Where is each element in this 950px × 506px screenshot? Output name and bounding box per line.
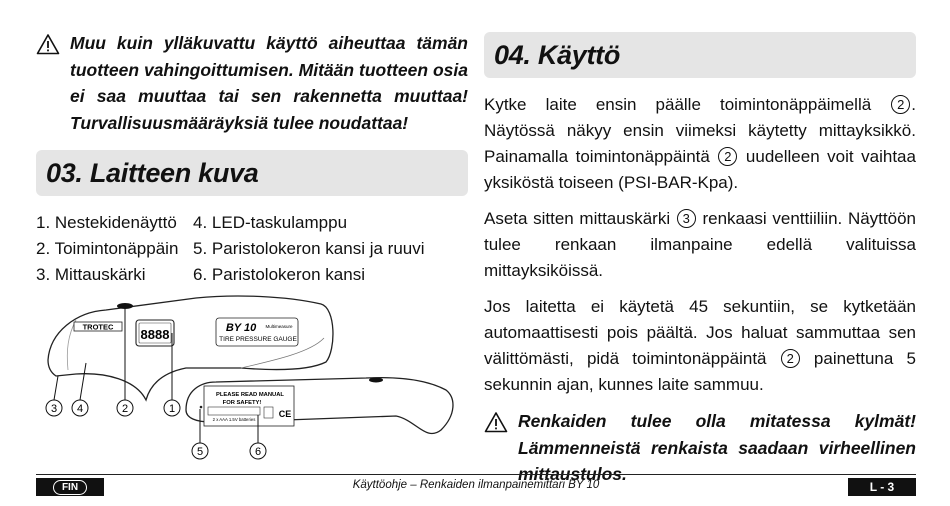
callout-ref: 2: [718, 147, 737, 166]
usage-paragraph-2: Aseta sitten mittauskärki 3 renkaasi venttiiliin. Näyttöön tulee renkaan ilmanpaine edellä valituissa mittayksiköissä.: [484, 209, 916, 280]
tire-warning-text: Renkaiden tulee olla mitatessa kylmät! Lämmenneistä renkaista saadaan virheellinen mittaustulos.: [518, 411, 916, 484]
battery-text: 2 x AAA 1.5V batteries: [212, 417, 256, 422]
model-tag: Multimeasure: [265, 324, 293, 329]
parts-list-item: 4. LED-taskulamppu: [193, 213, 348, 232]
page-footer: [36, 474, 916, 497]
lcd-digits: 8888: [140, 327, 170, 342]
section-heading-device: [36, 150, 468, 196]
callout-4: [72, 400, 88, 416]
svg-text:1: 1: [168, 403, 176, 415]
callout-ref: 2: [891, 95, 910, 114]
screw-icon: [200, 406, 203, 409]
section-heading-usage-text: 04. Käyttö: [494, 39, 621, 70]
language-code: FIN: [53, 480, 87, 495]
model-logo: BY 10: [225, 322, 257, 334]
right-column: [484, 32, 916, 488]
device-illustration: [36, 290, 476, 465]
label-safety: FOR SAFETY!: [222, 400, 262, 406]
parts-list-item: 3. Mittauskärki: [36, 265, 146, 284]
parts-list-item: 2. Toimintonäppäin: [36, 239, 179, 258]
parts-list-item: 5. Paristolokeron kansi ja ruuvi: [193, 239, 425, 258]
callout-3: [46, 400, 62, 416]
svg-text:2: 2: [121, 403, 129, 415]
brand-logo-text: TROTEC: [82, 322, 114, 332]
product-label: TIRE PRESSURE GAUGE: [219, 336, 297, 343]
warning-triangle-icon: [484, 411, 508, 433]
svg-text:5: 5: [196, 446, 204, 458]
callout-ref: 3: [677, 209, 696, 228]
callout-6: [250, 443, 266, 459]
warning-triangle-icon: [36, 33, 60, 55]
usage-paragraph-1: Kytke laite ensin päälle toimintonäppäimellä 2 . Näytössä näkyy ensin viimeksi käytetty mittayksikkö. Painamalla toimintonäppäintä 2 uudelleen voit vaihtaa yksiköstä toiseen (PSI-BAR-Kpa).: [484, 95, 916, 192]
callout-5: [192, 443, 208, 459]
parts-list: [36, 210, 468, 288]
svg-text:4: 4: [76, 403, 84, 415]
section-heading-usage: [484, 32, 916, 78]
svg-text:6: 6: [254, 446, 262, 458]
section-heading-device-text: 03. Laitteen kuva: [46, 157, 259, 188]
safety-warning: [36, 30, 468, 136]
usage-paragraph-3: Jos laitetta ei käytetä 45 sekuntiin, se kytketään automaattisesti pois päältä. Jos haluat sammuttaa sen välittömästi, pidä toimintonäppäintä 2 painettuna 5 sekunnin ajan, kunnes laite sammuu.: [484, 297, 916, 394]
parts-list-item: 6. Paristolokeron kansi: [193, 265, 365, 284]
callout-2: [117, 400, 133, 416]
label-read-manual: PLEASE READ MANUAL: [216, 392, 284, 398]
svg-text:3: 3: [50, 403, 58, 415]
ce-mark: CE: [278, 409, 292, 419]
parts-list-item: 1. Nestekidenäyttö: [36, 213, 177, 232]
safety-warning-text: Muu kuin ylläkuvattu käyttö aiheuttaa tämän tuotteen vahingoittumisen. Mitään tuotteen osia ei saa muuttaa tai sen rakennetta muuttaa! Turvallisuusmääräyksiä tulee noudattaa!: [70, 33, 468, 133]
left-column: [36, 30, 468, 288]
page-number: L - 3: [848, 478, 916, 496]
callout-ref: 2: [781, 349, 800, 368]
footer-title: Käyttöohje – Renkaiden ilmanpainemittari BY 10: [352, 479, 600, 491]
callout-1: [164, 400, 180, 416]
